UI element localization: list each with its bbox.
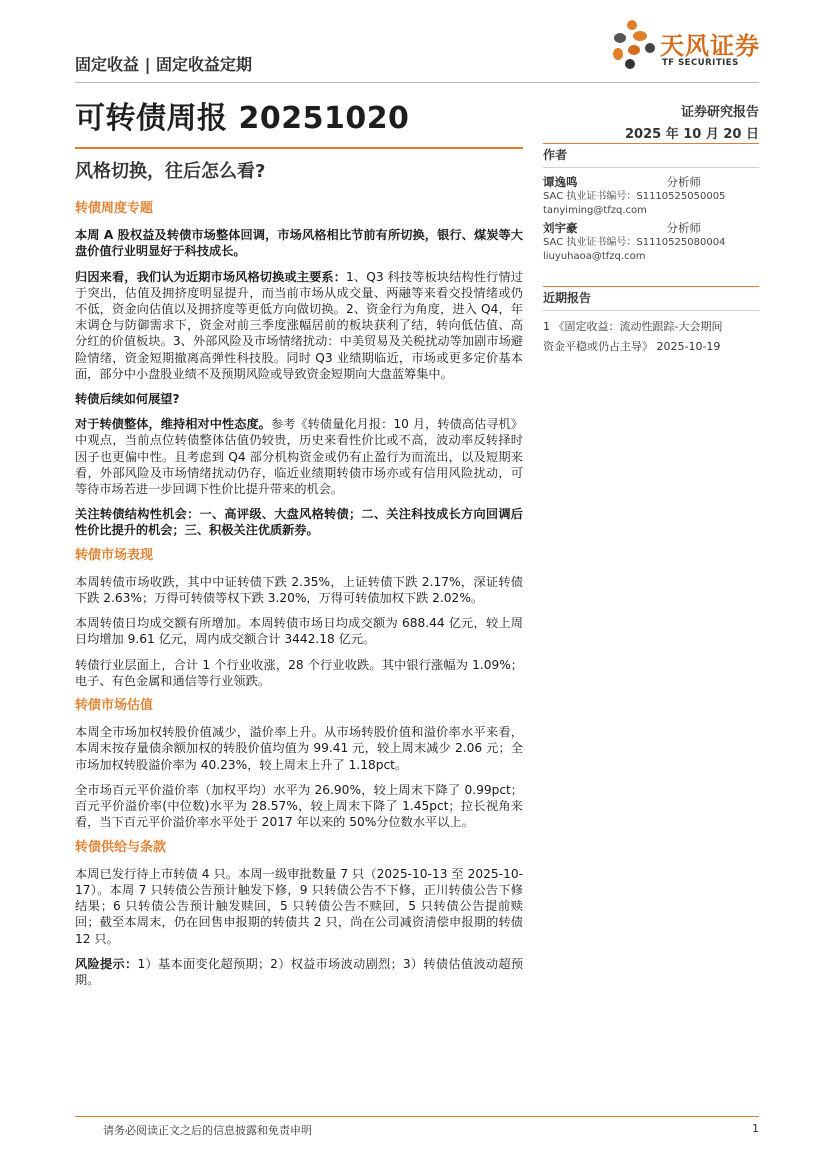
author-name: 刘宇豪 <box>543 221 578 235</box>
paragraph-risk <box>75 956 523 988</box>
footer-disclaimer: 请务必阅读正文之后的信息披露和免责申明 <box>103 1124 312 1137</box>
recent-reports-heading: 近期报告 <box>543 286 759 311</box>
paragraph-text: 1、Q3 科技等板块结构性行情过于突出，估值及拥挤度明显提升，而当前市场从成交量、两融等来看交投情绪或仍不低，资金向估值以及拥挤度等更低方向做切换。2、资金行为角度，进入 Q4，年末调仓与防御需求下，资金对前三季度涨幅居前的板块获利了结，转向低估值、高分红的价值板块。3、外部风险及市场情绪扰动：中美贸易及关税扰动等加剧市场避险情绪，资金短期撤离高弹性科技股。同时 Q3 业绩期临近，市场或更多定价基本面，部分中小盘股业绩不及预期风险或导致资金短期向大盘蓝筹集中。 <box>75 269 523 381</box>
paragraph <box>75 506 523 538</box>
main-content <box>75 201 523 997</box>
paragraph: 本周转债市场收跌，其中中证转债下跌 2.35%，上证转债下跌 2.17%，深证转债下跌 2.63%；万得可转债等权下跌 3.20%，万得可转债加权下跌 2.02%。 <box>75 574 523 606</box>
title-divider <box>75 147 523 149</box>
paragraph <box>75 269 523 382</box>
author-sac: SAC 执业证书编号：S1110525050005 <box>543 191 726 202</box>
paragraph-lead: 对于转债整体，维持相对中性态度。 <box>75 417 271 432</box>
sidebar <box>543 143 759 357</box>
author-sac: SAC 执业证书编号：S1110525080004 <box>543 237 726 248</box>
risk-text: 1）基本面变化超预期；2）权益市场波动剧烈；3）转债估值波动超预期。 <box>75 956 524 987</box>
report-subtitle: 风格切换，往后怎么看? <box>75 161 266 182</box>
authors-heading: 作者 <box>543 143 759 168</box>
sub-question: 转债后续如何展望? <box>75 392 180 407</box>
author-name: 谭逸鸣 <box>543 175 578 189</box>
author-email[interactable]: liuyuhaoa@tfzq.com <box>543 251 646 262</box>
paragraph: 本周已发行待上市转债 4 只。本周一级审批数量 7 只（2025-10-13 至 2025-10-17）。本周 7 只转债公告预计触发下修，9 只转债公告不下修，正川转债公告下修结果；6 只转债公告预计触发赎回，5 只转债公告不赎回，5 只转债公告提前赎回；截至本周末，仍在回售申报期的转债共 2 只，尚在公司减资清偿申报期的转债 12 只。 <box>75 866 523 946</box>
logo-text-en: TF SECURITIES <box>662 58 739 68</box>
recent-report-line: 资金平稳或仍占主导》 2025-10-19 <box>543 340 721 353</box>
paragraph-text: 关注转债结构性机会：一、高评级、大盘风格转债；二、关注科技成长方向回调后性价比提升的机会；三、积极关注优质新券。 <box>75 507 523 538</box>
author-role: 分析师 <box>666 221 701 235</box>
recent-report-line: 1 《固定收益：流动性跟踪-大会期间 <box>543 320 723 333</box>
report-title: 可转债周报 20251020 <box>75 101 410 136</box>
page-number: 1 <box>752 1122 759 1135</box>
paragraph: 转债行业层面上，合计 1 个行业收涨，28 个行业收跌。其中银行涨幅为 1.09%；电子、有色金属和通信等行业领跌。 <box>75 657 523 688</box>
section-heading-supply-terms: 转债供给与条款 <box>75 839 167 855</box>
paragraph: 本周转债日均成交额有所增加。本周转债市场日均成交额为 688.44 亿元，较上周日均增加 9.61 亿元，周内成交额合计 3442.18 亿元。 <box>75 616 523 647</box>
paragraph <box>75 416 523 497</box>
footer-divider <box>75 1116 759 1117</box>
author-block <box>543 220 759 264</box>
author-block <box>543 174 759 218</box>
author-role: 分析师 <box>666 175 701 189</box>
report-type: 证券研究报告 <box>680 105 759 120</box>
paragraph-text: 本周 A 股权益及转债市场整体回调，市场风格相比节前有所切换，银行、煤炭等大盘价值行业明显好于科技成长。 <box>75 228 523 259</box>
paragraph: 本周全市场加权转股价值减少，溢价率上升。从市场转股价值和溢价率水平来看，本周末按存量债余额加权的转股价值均值为 99.41 元，较上周末减少 2.06 元；全市场加权转股溢价率为 40.23%，较上周末上升了 1.18pct。 <box>75 725 523 772</box>
paragraph <box>75 227 523 259</box>
section-heading-valuation: 转债市场估值 <box>75 698 154 714</box>
paragraph-lead: 归因来看，我们认为近期市场风格切换或主要系： <box>75 269 347 284</box>
author-email[interactable]: tanyiming@tfzq.com <box>543 205 647 216</box>
section-heading-weekly-topic: 转债周度专题 <box>75 201 154 216</box>
tf-logo-icon <box>610 18 660 72</box>
report-date: 2025 年 10 月 20 日 <box>625 127 759 142</box>
section-heading-market-performance: 转债市场表现 <box>75 547 154 563</box>
recent-report-link[interactable] <box>543 317 759 357</box>
risk-label: 风险提示： <box>75 956 138 971</box>
header-divider <box>75 82 759 83</box>
paragraph-text: 参考《转债量化月报：10 月，转债高估寻机》中观点，当前点位转债整体估值仍较贵，历史来看性价比或不高，波动率反转择时因子也更偏中性。且考虑到 Q4 部分机构资金或仍有止盈行为而流出，以及短期来看，外部风险及市场情绪扰动仍存，临近业绩期转债市场亦或有信用风险扰动，可等待市场若进一步回调下性价比提升带来的机会。 <box>75 417 523 497</box>
logo-text-cn: 天风证券 <box>660 32 760 60</box>
header-category: 固定收益 | 固定收益定期 <box>75 55 252 74</box>
paragraph: 全市场百元平价溢价率（加权平均）水平为 26.90%，较上周末下降了 0.99pct；百元平价溢价率(中位数)水平为 28.57%，较上周末下降了 1.45pct；拉长视角来看，当下百元平价溢价率水平处于 2017 年以来的 50%分位数水平以上。 <box>75 782 523 830</box>
